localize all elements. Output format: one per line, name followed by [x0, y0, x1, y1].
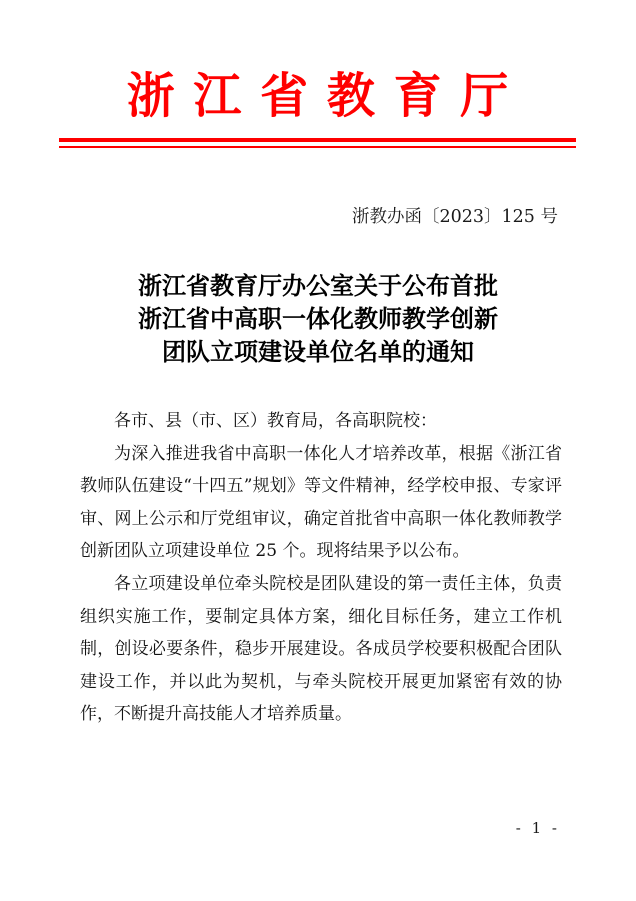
notice-title-line-1: 浙江省教育厅办公室关于公布首批 [138, 271, 498, 300]
notice-title-line-3: 团队立项建设单位名单的通知 [162, 337, 474, 366]
document-number: 浙教办函〔2023〕125 号 [351, 207, 558, 227]
red-separator-thin [59, 146, 576, 148]
red-separator-thick [59, 138, 576, 142]
page-number: - 1 - [515, 819, 560, 837]
agency-header-title: 浙 江 省 教 育 厅 [126, 68, 510, 124]
body-paragraph-1: 为深入推进我省中高职一体化人才培养改革，根据《浙江省教师队伍建设“十四五”规划》等文件精神，经学校申报、专家评审、网上公示和厅党组审议，确定首批省中高职一体化教师教学创新团队立项建设单位 25 个。现将结果予以公布。 [80, 443, 562, 562]
body-paragraph-2: 各立项建设单位牵头院校是团队建设的第一责任主体，负责组织实施工作，要制定具体方案，细化目标任务，建立工作机制，创设必要条件，稳步开展建设。各成员学校要积极配合团队建设工作，并以此为契机，与牵头院校开展更加紧密有效的协作，不断提升高技能人才培养质量。 [80, 573, 562, 725]
notice-body [80, 405, 562, 731]
notice-title-line-2: 浙江省中高职一体化教师教学创新 [138, 304, 498, 333]
notice-title [0, 269, 636, 368]
salutation-line: 各市、县（市、区）教育局，各高职院校： [114, 411, 437, 431]
